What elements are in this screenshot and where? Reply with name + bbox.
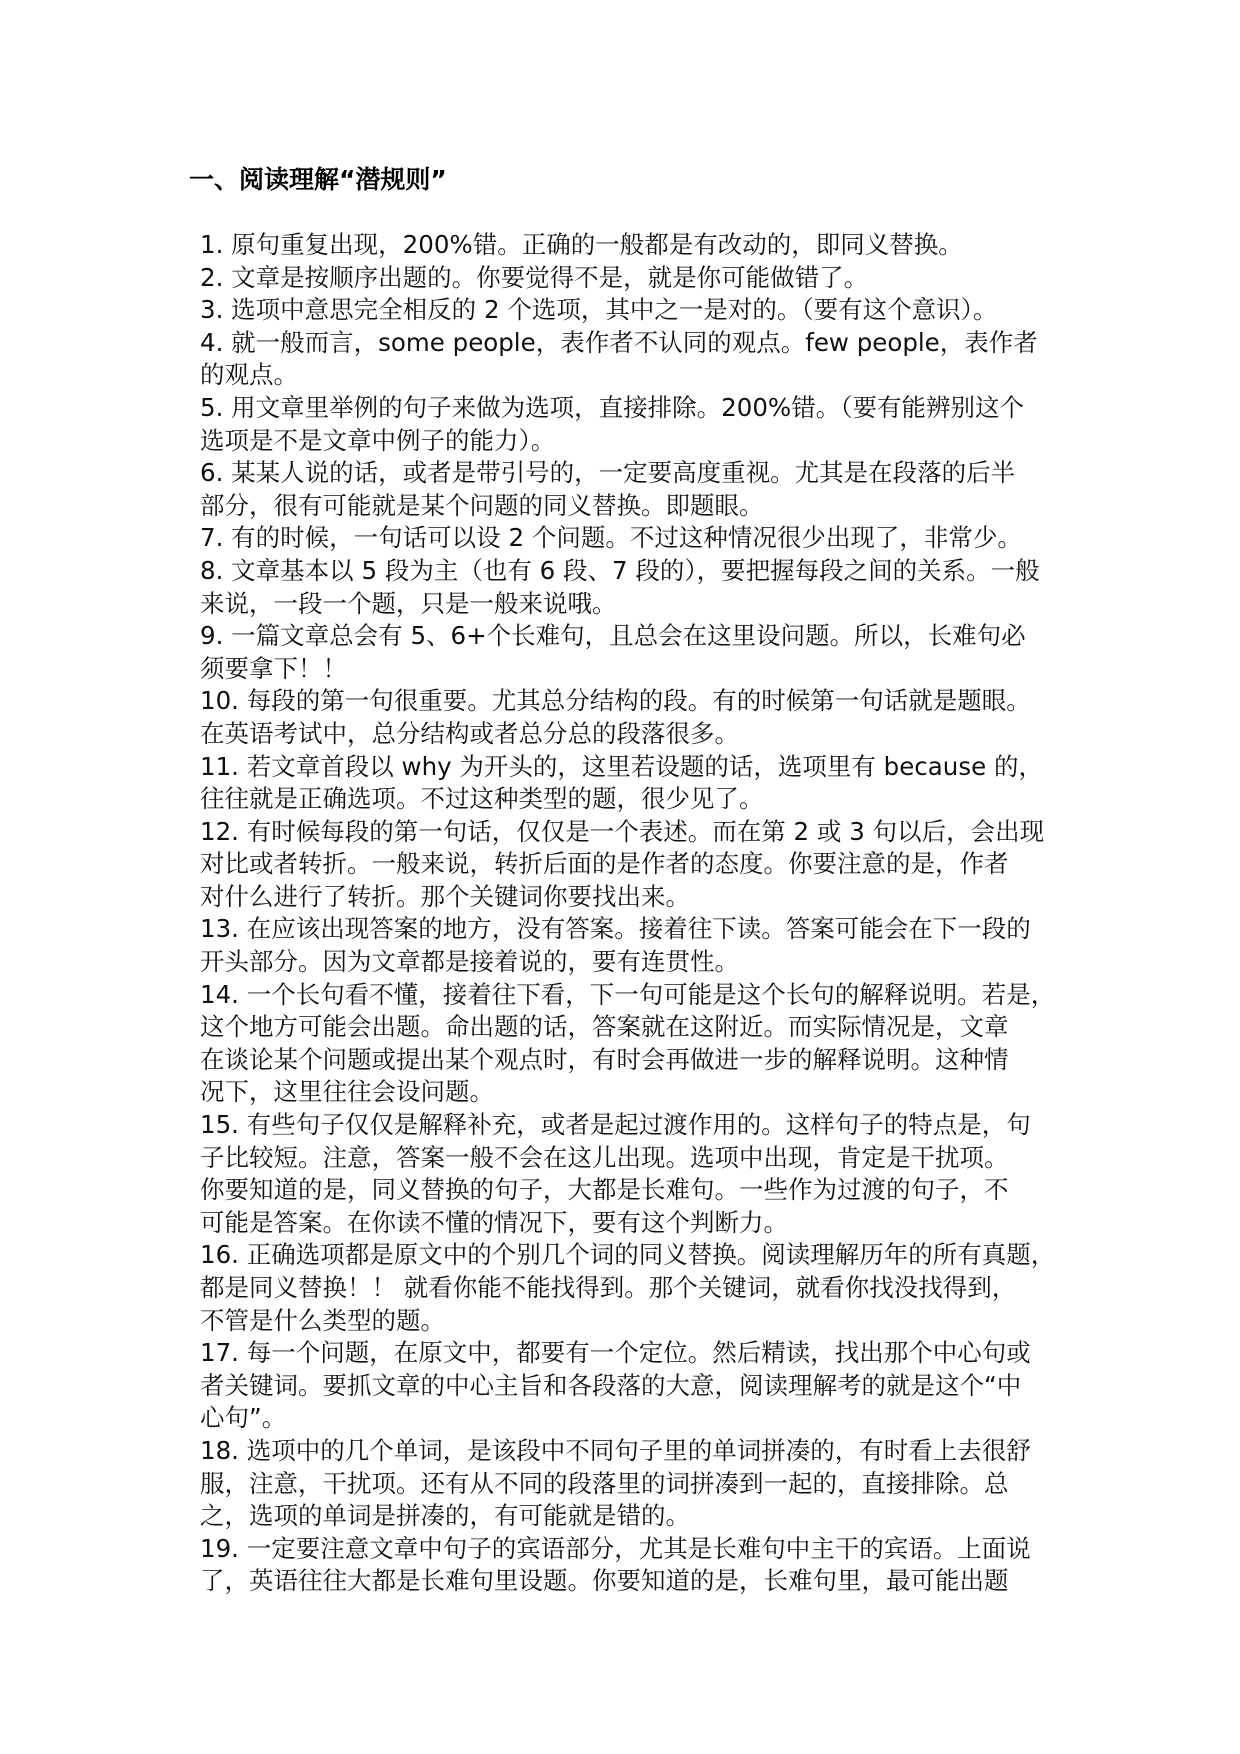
rule-text-line: 都是同义替换！！ 就看你能不能找得到。那个关键词，就看你找没找得到， bbox=[200, 1273, 1017, 1302]
rule-text-line: 了，英语往往大都是长难句里设题。你要知道的是，长难句里，最可能出题 bbox=[200, 1566, 1009, 1596]
rule-text-line: 选项是不是文章中例子的能力）。 bbox=[200, 425, 556, 455]
rule-item-19 bbox=[200, 1533, 1100, 1598]
rule-text-line: 16. 正确选项都是原文中的个别几个词的同义替换。阅读理解历年的所有真题， bbox=[200, 1240, 1056, 1270]
rule-text-line: 11. 若文章首段以 why 为开头的，这里若设题的话，选项里有 because 的， bbox=[200, 751, 1043, 781]
rule-item-13 bbox=[200, 913, 1100, 978]
rule-text-line: 的观点。 bbox=[200, 360, 298, 390]
rule-item-6 bbox=[200, 457, 1100, 522]
rule-text-line: 7. 有的时候，一句话可以设 2 个问题。不过这种情况很少出现了，非常少。 bbox=[200, 523, 1022, 553]
rule-text-line: 14. 一个长句看不懂，接着往下看，下一句可能是这个长句的解释说明。若是， bbox=[200, 979, 1056, 1009]
rule-text-line: 8. 文章基本以 5 段为主（也有 6 段、7 段的），要把握每段之间的关系。一般 bbox=[200, 555, 1040, 585]
section-title: 一、阅读理解“潜规则” bbox=[189, 165, 447, 194]
rule-text-line: 可能是答案。在你读不懂的情况下，要有这个判断力。 bbox=[200, 1207, 788, 1237]
rule-text-line: 开头部分。因为文章都是接着说的，要有连贯性。 bbox=[200, 947, 739, 977]
rules-list bbox=[200, 229, 1100, 1598]
rule-text-line: 5. 用文章里举例的句子来做为选项，直接排除。200%错。（要有能辨别这个 bbox=[200, 392, 1024, 422]
rule-text-line: 2. 文章是按顺序出题的。你要觉得不是，就是你可能做错了。 bbox=[200, 262, 869, 292]
rule-text-line: 往往就是正确选项。不过这种类型的题，很少见了。 bbox=[200, 784, 764, 814]
rule-text-line: 来说，一段一个题，只是一般来说哦。 bbox=[200, 588, 617, 618]
rule-text-line: 不管是什么类型的题。 bbox=[200, 1305, 445, 1335]
rule-item-5 bbox=[200, 392, 1100, 457]
rule-text-line: 9. 一篇文章总会有 5、6+个长难句，且总会在这里设问题。所以，长难句必 bbox=[200, 621, 1026, 651]
rule-text-line: 须要拿下！！ bbox=[200, 653, 347, 683]
rule-item-11 bbox=[200, 751, 1100, 816]
rule-text-line: 之，选项的单词是拼凑的，有可能就是错的。 bbox=[200, 1501, 690, 1531]
rule-text-line: 17. 每一个问题，在原文中，都要有一个定位。然后精读，找出那个中心句或 bbox=[200, 1338, 1031, 1368]
rule-text-line: 者关键词。要抓文章的中心主旨和各段落的大意，阅读理解考的就是这个“中 bbox=[200, 1370, 1022, 1400]
rule-item-4 bbox=[200, 327, 1100, 392]
rule-text-line: 10. 每段的第一句很重要。尤其总分结构的段。有的时候第一句话就是题眼。 bbox=[200, 686, 1031, 716]
rule-text-line: 况下，这里往往会设问题。 bbox=[200, 1077, 494, 1107]
rule-text-line: 19. 一定要注意文章中句子的宾语部分，尤其是长难句中主干的宾语。上面说 bbox=[200, 1533, 1031, 1563]
rule-item-8 bbox=[200, 555, 1100, 620]
rule-text-line: 服，注意，干扰项。还有从不同的段落里的词拼凑到一起的，直接排除。总 bbox=[200, 1468, 1009, 1498]
rule-item-2 bbox=[200, 262, 1100, 295]
rule-item-12 bbox=[200, 816, 1100, 914]
rule-text-line: 18. 选项中的几个单词，是该段中不同句子里的单词拼凑的，有时看上去很舒 bbox=[200, 1435, 1031, 1465]
rule-item-15 bbox=[200, 1109, 1100, 1239]
rule-text-line: 3. 选项中意思完全相反的 2 个选项，其中之一是对的。（要有这个意识）。 bbox=[200, 295, 998, 325]
rule-item-10 bbox=[200, 685, 1100, 750]
rule-text-line: 13. 在应该出现答案的地方，没有答案。接着往下读。答案可能会在下一段的 bbox=[200, 914, 1031, 944]
rule-item-7 bbox=[200, 522, 1100, 555]
rule-text-line: 部分，很有可能就是某个问题的同义替换。即题眼。 bbox=[200, 490, 764, 520]
rule-item-17 bbox=[200, 1337, 1100, 1435]
rule-text-line: 你要知道的是，同义替换的句子，大都是长难句。一些作为过渡的句子，不 bbox=[200, 1175, 1009, 1205]
rule-text-line: 心句”。 bbox=[200, 1403, 287, 1433]
rule-item-14 bbox=[200, 979, 1100, 1109]
rule-text-line: 子比较短。注意，答案一般不会在这儿出现。选项中出现，肯定是干扰项。 bbox=[200, 1142, 1009, 1172]
rule-text-line: 在谈论某个问题或提出某个观点时，有时会再做进一步的解释说明。这种情 bbox=[200, 1044, 1009, 1074]
rule-text-line: 6. 某某人说的话，或者是带引号的，一定要高度重视。尤其是在段落的后半 bbox=[200, 458, 1016, 488]
rule-text-line: 1. 原句重复出现，200%错。正确的一般都是有改动的，即同义替换。 bbox=[200, 230, 963, 259]
rule-text-line: 12. 有时候每段的第一句话，仅仅是一个表述。而在第 2 或 3 句以后，会出现 bbox=[200, 816, 1045, 846]
rule-text-line: 对什么进行了转折。那个关键词你要找出来。 bbox=[200, 881, 690, 911]
rule-text-line: 对比或者转折。一般来说，转折后面的是作者的态度。你要注意的是，作者 bbox=[200, 849, 1009, 879]
rule-text-line: 在英语考试中，总分结构或者总分总的段落很多。 bbox=[200, 718, 739, 748]
rule-text-line: 4. 就一般而言，some people，表作者不认同的观点。few people，表作者 bbox=[200, 327, 1038, 357]
rule-text-line: 15. 有些句子仅仅是解释补充，或者是起过渡作用的。这样句子的特点是，句 bbox=[200, 1110, 1031, 1140]
rule-item-9 bbox=[200, 620, 1100, 685]
rule-item-3 bbox=[200, 294, 1100, 327]
rule-item-18 bbox=[200, 1435, 1100, 1533]
rule-text-line: 这个地方可能会出题。命出题的话，答案就在这附近。而实际情况是，文章 bbox=[200, 1012, 1009, 1042]
rule-item-1 bbox=[200, 229, 1100, 262]
rule-item-16 bbox=[200, 1239, 1100, 1337]
